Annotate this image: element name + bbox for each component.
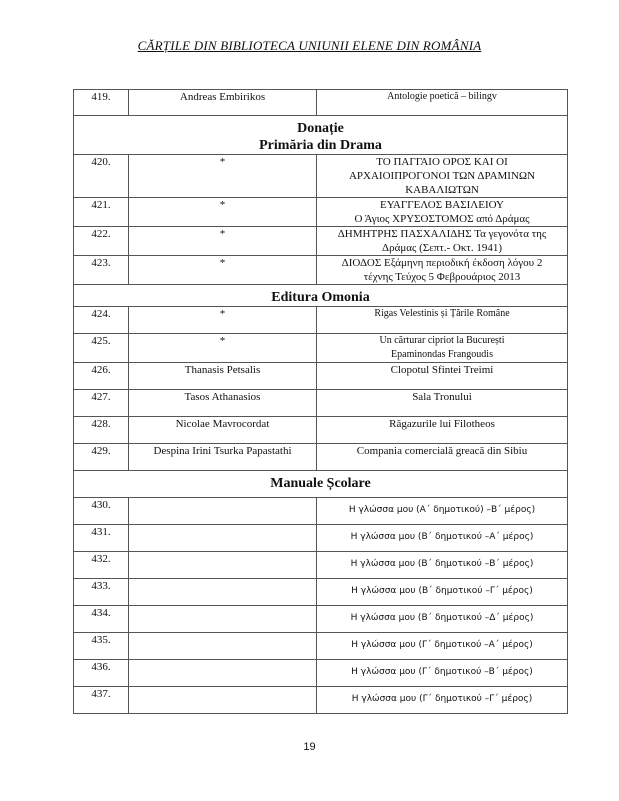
row-title: Compania comercială greacă din Sibiu <box>317 444 568 471</box>
row-number: 436. <box>74 660 129 687</box>
row-title: Antologie poetică – bilingv <box>317 90 568 116</box>
table-row <box>74 498 568 525</box>
row-author: * <box>129 155 317 198</box>
section-heading: Manuale Școlare <box>74 471 568 498</box>
table-row <box>74 390 568 417</box>
row-title: Clopotul Sfintei Treimi <box>317 363 568 390</box>
row-title: ΕΥΑΓΓΕΛΟΣ ΒΑΣΙΛΕΙΟΥ Ο Άγιος ΧΡΥΣΟΣΤΟΜΟΣ από Δράμας <box>317 198 568 227</box>
row-author: * <box>129 256 317 285</box>
row-title: Sala Tronului <box>317 390 568 417</box>
section-heading-row <box>74 116 568 155</box>
row-title: ΤΟ ΠΑΓΓΑΙΟ ΟΡΟΣ ΚΑΙ ΟΙ ΑΡΧΑΙΟΙΠΡΟΓΟΝΟΙ ΤΩΝ ΔΡΑΜΙΝΩΝ ΚΑΒΑΛΙΩΤΩΝ <box>317 155 568 198</box>
row-author <box>129 606 317 633</box>
table-row <box>74 606 568 633</box>
table-row <box>74 444 568 471</box>
row-author <box>129 498 317 525</box>
table-row <box>74 198 568 227</box>
page-header: CĂRȚILE DIN BIBLIOTECA UNIUNII ELENE DIN ROMÂNIA <box>137 38 482 53</box>
row-author: * <box>129 227 317 256</box>
row-number: 425. <box>74 334 129 363</box>
row-number: 437. <box>74 687 129 714</box>
row-number: 422. <box>74 227 129 256</box>
row-number: 424. <box>74 307 129 334</box>
section-heading: Donație Primăria din Drama <box>74 116 568 155</box>
row-title: Η γλώσσα μου (Γ΄ δημοτικού –Α΄ μέρος) <box>317 633 568 660</box>
table-row <box>74 525 568 552</box>
books-table <box>73 89 568 714</box>
row-number: 426. <box>74 363 129 390</box>
row-title: Η γλώσσα μου (Β΄ δημοτικού –Α΄ μέρος) <box>317 525 568 552</box>
table-row <box>74 334 568 363</box>
row-number: 423. <box>74 256 129 285</box>
row-number: 431. <box>74 525 129 552</box>
row-author: * <box>129 307 317 334</box>
row-title: Un cărturar cipriot la București Epaminondas Frangoudis <box>317 334 568 363</box>
row-number: 430. <box>74 498 129 525</box>
row-title: Răgazurile lui Filotheos <box>317 417 568 444</box>
table-row <box>74 227 568 256</box>
table-row <box>74 417 568 444</box>
page-number: 19 <box>303 741 316 753</box>
table-row <box>74 552 568 579</box>
section-heading: Editura Omonia <box>74 285 568 307</box>
row-title: Η γλώσσα μου (Γ΄ δημοτικού –Γ΄ μέρος) <box>317 687 568 714</box>
row-number: 420. <box>74 155 129 198</box>
row-title: Η γλώσσα μου (Β΄ δημοτικού –Β΄ μέρος) <box>317 552 568 579</box>
table-row <box>74 90 568 116</box>
section-heading-row <box>74 285 568 307</box>
row-author <box>129 525 317 552</box>
row-number: 428. <box>74 417 129 444</box>
row-number: 429. <box>74 444 129 471</box>
row-number: 427. <box>74 390 129 417</box>
table-row <box>74 307 568 334</box>
row-title: Η γλώσσα μου (Α΄ δημοτικού) –Β΄ μέρος) <box>317 498 568 525</box>
row-number: 434. <box>74 606 129 633</box>
row-number: 433. <box>74 579 129 606</box>
row-author: Andreas Embirikos <box>129 90 317 116</box>
row-author: Nicolae Mavrocordat <box>129 417 317 444</box>
row-author <box>129 633 317 660</box>
row-author: Tasos Athanasios <box>129 390 317 417</box>
row-title: Η γλώσσα μου (Β΄ δημοτικού –Δ΄ μέρος) <box>317 606 568 633</box>
table-row <box>74 579 568 606</box>
row-author: Despina Irini Tsurka Papastathi <box>129 444 317 471</box>
row-title: ΔΗΜΗΤΡΗΣ ΠΑΣΧΑΛΙΔΗΣ Τα γεγονότα της Δράμας (Σεπτ.- Οκτ. 1941) <box>317 227 568 256</box>
row-number: 435. <box>74 633 129 660</box>
row-author <box>129 687 317 714</box>
row-author: Thanasis Petsalis <box>129 363 317 390</box>
row-number: 421. <box>74 198 129 227</box>
table-row <box>74 256 568 285</box>
row-number: 432. <box>74 552 129 579</box>
row-number: 419. <box>74 90 129 116</box>
row-author <box>129 660 317 687</box>
table-row <box>74 633 568 660</box>
row-author: * <box>129 334 317 363</box>
row-author: * <box>129 198 317 227</box>
section-heading-row <box>74 471 568 498</box>
table-row <box>74 687 568 714</box>
row-title: ΔΙΟΔΟΣ Εξάμηνη περιοδική έκδοση λόγου 2 τέχνης Τεύχος 5 Φεβρουάριος 2013 <box>317 256 568 285</box>
row-title: Rigas Velestinis și Țările Române <box>317 307 568 334</box>
table-row <box>74 363 568 390</box>
row-author <box>129 552 317 579</box>
row-author <box>129 579 317 606</box>
row-title: Η γλώσσα μου (Γ΄ δημοτικού –Β΄ μέρος) <box>317 660 568 687</box>
table-row <box>74 155 568 198</box>
table-row <box>74 660 568 687</box>
row-title: Η γλώσσα μου (Β΄ δημοτικού –Γ΄ μέρος) <box>317 579 568 606</box>
